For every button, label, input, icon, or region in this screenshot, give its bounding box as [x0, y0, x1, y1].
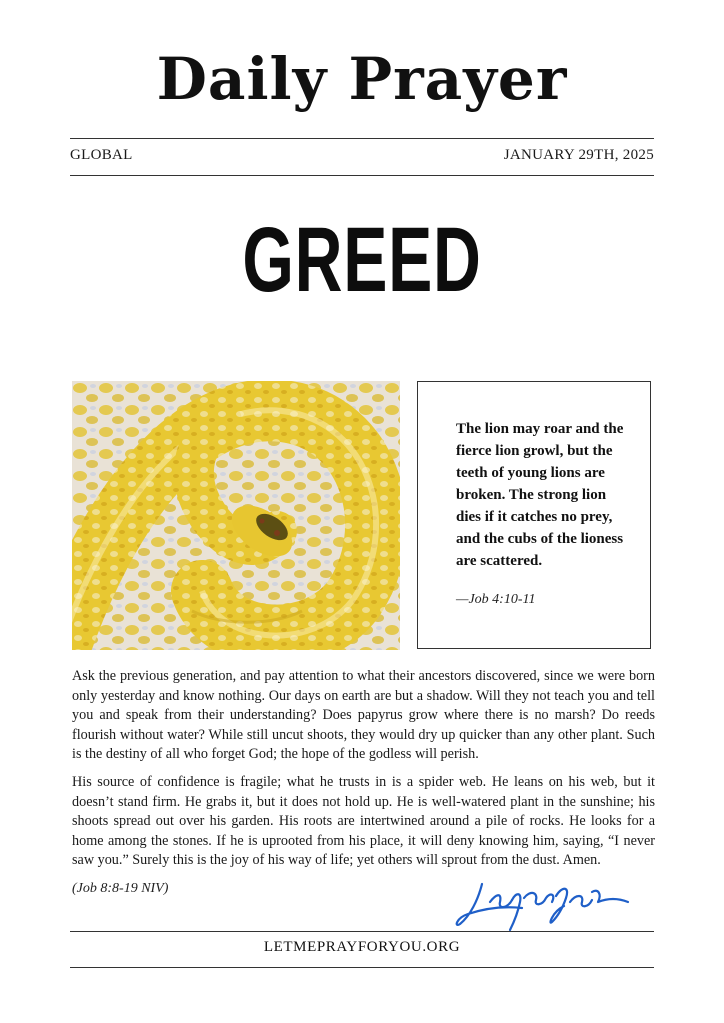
footer-website: LETMEPRAYFORYOU.ORG: [263, 939, 461, 955]
handwritten-signature: [452, 872, 632, 939]
footer-top-rule: [70, 931, 654, 932]
region-label: GLOBAL: [70, 147, 133, 163]
body-paragraph-1: Ask the previous generation, and pay attention to what their ancestors discovered, since we were born only yesterday and know nothing. Our days on earth are but a shadow. Will they not teach you and tell you and speak from their understanding? Does papyrus grow where there is no marsh? Do reeds flourish without water? While still uncut shoots, they would dry up quicker than any other plant. Such is the destiny of all who forget God; the hope of the godless will perish.: [72, 668, 655, 763]
top-rule: [70, 138, 654, 139]
snake-photo: [72, 381, 400, 650]
body-citation: (Job 8:8-19 NIV): [72, 881, 169, 896]
scripture-quote-reference: —Job 4:10-11: [456, 592, 536, 607]
body-paragraph-2: His source of confidence is fragile; what he trusts in is a spider web. He leans on his web, but it doesn’t stand firm. He grabs it, but it does not hold up. He is well-watered plant in the sunshine; his shoots spread out over his garden. His roots are intertwined around a pile of rocks. He looks for a home among the stones. If he is uprooted from his place, it will deny knowing him, saying, “I never saw you.” Surely this is the joy of his way of life; yet others will sprout from the dust. Amen.: [72, 774, 655, 869]
headline: GREED: [242, 209, 482, 311]
scripture-quote-box: [417, 381, 651, 649]
masthead-title: Daily Prayer: [156, 45, 568, 113]
scripture-quote-text: The lion may roar and the fierce lion growl, but the teeth of young lions are broken. The strong lion dies if it catches no prey, and the cubs of the lioness are scattered.: [456, 421, 624, 569]
date-label: JANUARY 29TH, 2025: [503, 147, 654, 163]
meta-rule: [70, 175, 654, 176]
footer-bottom-rule: [70, 967, 654, 968]
